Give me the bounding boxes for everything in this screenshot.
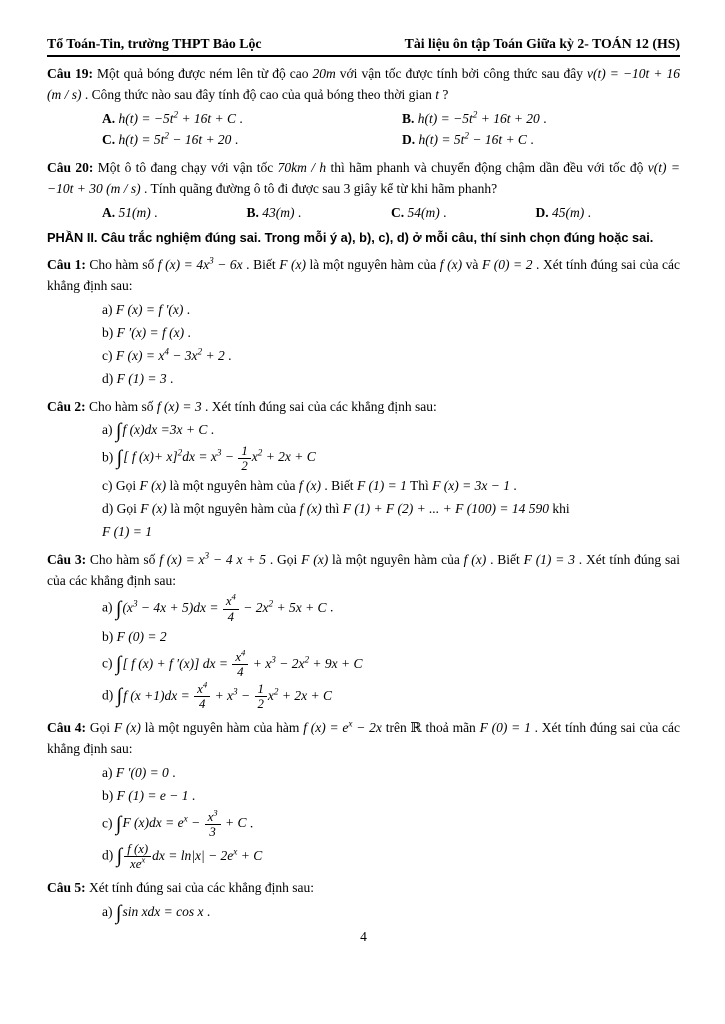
statement-c: c) F $(x) = x^4 - 3x^2 + 2$ . [102,346,232,363]
integral-symbol: ∫ [116,845,123,868]
option-b [247,202,392,224]
question-4-text: Gọi F (x) là một nguyên hàm của hàm f $(x) = e^x - 2x$ trên ℝ thoả mãn F (0) = 1 . Xét tính đúng sai của các khẳng định sau: [47,718,680,757]
question-19-label: Câu 19: [47,66,94,81]
question-20-paragraph [47,158,680,200]
page-header [47,36,680,57]
option-d-text: $h(t) = 5t^2 - 16t + C$ . [418,130,534,148]
question-4-paragraph [47,718,680,760]
statement-d-continued: F (1) = 1 [102,524,152,540]
option-c [102,129,402,151]
header-right-title: Tài liệu ôn tập Toán Giữa kỳ 2- TOÁN 12 (HS) [404,36,680,51]
question-2-paragraph [47,397,680,418]
option-a-text: 51(m) . [118,204,158,220]
question-20-options [47,202,680,224]
option-c-text: $h(t) = 5t^2 - 16t + 20$ . [118,130,239,148]
integral-symbol: ∫ [115,597,122,620]
part-2-label: PHẦN II. [47,230,98,246]
option-d-letter: D. [535,204,549,220]
question-19-text: Một quả bóng được ném lên từ độ cao 20m với vận tốc được tính bởi công thức sau đây v(t) = −10t + 16 (m / s) . Công thức nào sau đây tính độ cao của quả bóng theo thời gian t ? [47,66,680,102]
option-a-letter: A. [102,204,116,220]
statement-b: b) F ′(x) = f (x) . [102,324,191,340]
integral-symbol: ∫ [116,685,123,708]
statement-a: a) $\int(x^3 - 4x + 5)dx$ = $\frac{x^4}{4}$ − $2x^2 + 5x + C$ . [102,592,334,624]
page-number: 4 [360,929,367,945]
option-a-text: $h(t) = -5t^2 + 16t + C$ . [118,109,243,126]
part-2-text: Câu trắc nghiệm đúng sai. Trong mỗi ý a), b), c), d) ở mỗi câu, thí sinh chọn đúng hoặc sai. [97,230,654,246]
statement-b: b) F (0) = 2 [102,628,167,644]
statement-c: c) ∫[ f (x) + f ′(x)] dx = $\frac{x^4}{4}$ + $x^3 - 2x^2 + 9x + C$ [102,647,363,680]
option-d [536,202,681,224]
option-a-letter: A. [102,110,116,126]
option-b-text: 43(m) . [262,204,302,220]
option-a [102,108,402,130]
option-d [402,129,680,151]
statement-c: c) ∫F $(x)dx = e^x$ − $\frac{x^3}{3}$ + C . [102,807,254,839]
part-2-heading [47,228,680,247]
integral-symbol: ∫ [115,419,122,442]
fraction: $\frac{1}{2}$ [255,682,267,711]
statement-c: c) Gọi F (x) là một nguyên hàm của f (x) . Biết F (1) = 1 Thì F (x) = 3x − 1 . [102,477,517,493]
question-5-text: Xét tính đúng sai của các khẳng định sau: [85,880,314,896]
fraction: $\frac{x^3}{3}$ [205,810,221,839]
statement-b: b) ∫[ f $(x)+ x]^2dx = x^3$ − $\frac{1}{2}$ $x^2 + 2x + C$ [102,443,316,473]
fraction: $\frac{x^4}{4}$ [194,682,210,711]
statement-b: b) F (1) = e − 1 . [102,788,196,804]
option-c-letter: C. [102,132,116,148]
option-d-text: 45(m) . [552,204,591,220]
question-1-label: Câu 1: [47,256,86,272]
option-b-letter: B. [402,110,415,126]
option-c-text: 54(m) . [407,204,447,220]
option-b [402,108,680,130]
question-5-paragraph [47,878,680,899]
option-a [102,202,247,224]
question-1-paragraph [47,255,680,297]
integral-symbol: ∫ [115,901,122,924]
question-1-text: Cho hàm số f $(x) = 4x^3 - 6x$ . Biết F (x) là một nguyên hàm của f (x) và F (0) = 2 . Xét tính đúng sai của các khẳng định sau: [47,255,680,293]
statement-a: a) F ′(0) = 0 . [102,765,176,781]
fraction: $\frac{x^4}{4}$ [223,594,239,623]
option-c [391,202,536,224]
question-20-text: Một ô tô đang chạy với vận tốc 70km / h thì hãm phanh và chuyển động chậm dần đều với tốc độ v(t) = −10t + 30 (m / s) . Tính quãng đường ô tô đi được sau 3 giây kể từ khi hãm phanh? [47,160,680,196]
question-3-label: Câu 3: [47,551,87,567]
integral-symbol: ∫ [116,446,123,469]
statement-d: d) ∫ $\frac{f (x)}{xe^x}$ dx = $\ln|x| - 2e^x + C$ [102,841,263,872]
fraction: $\frac{f (x)}{xe^x}$ [124,842,151,871]
question-2-text: Cho hàm số f (x) = 3 . Xét tính đúng sai của các khẳng định sau: [85,398,437,414]
option-d-letter: D. [402,132,416,148]
statement-a: a) ∫f (x)dx =3x + C . [102,419,215,442]
question-19-paragraph [47,64,680,106]
question-20-label: Câu 20: [47,160,94,176]
statement-d: d) ∫f (x +1)dx = $\frac{x^4}{4}$ + $x^3$ − $\frac{1}{2}$ $x^2 + 2x + C$ [102,679,332,712]
option-b-text: $h(t) = -5t^2 + 16t + 20$ . [417,109,547,126]
question-19-options [47,108,680,151]
option-b-letter: B. [246,204,259,220]
statement-d: d) F (1) = 3 . [102,371,174,387]
statement-a: a) F (x) = f ′(x) . [102,301,191,317]
question-4-label: Câu 4: [47,720,87,736]
question-2-label: Câu 2: [47,398,86,414]
fraction: $\frac{1}{2}$ [238,444,250,473]
question-3-paragraph [47,550,680,592]
question-3-text: Cho hàm số f $(x) = x^3 - 4$ x + 5 . Gọi F (x) là một nguyên hàm của f (x) . Biết F (1) = 3 . Xét tính đúng sai của các khẳng định sau: [47,550,680,588]
statement-d: d) Gọi F (x) là một nguyên hàm của f (x) thì F (1) + F (2) + ... + F (100) = 14 590 khi [102,501,570,517]
header-left-title: Tổ Toán-Tin, trường THPT Bảo Lộc [47,36,262,51]
fraction: $\frac{x^4}{4}$ [232,650,248,679]
integral-symbol: ∫ [115,812,122,835]
question-5-label: Câu 5: [47,880,86,896]
statement-a: a) ∫sin xdx = cos x . [102,901,211,924]
option-c-letter: C. [391,204,405,220]
integral-symbol: ∫ [115,653,122,676]
